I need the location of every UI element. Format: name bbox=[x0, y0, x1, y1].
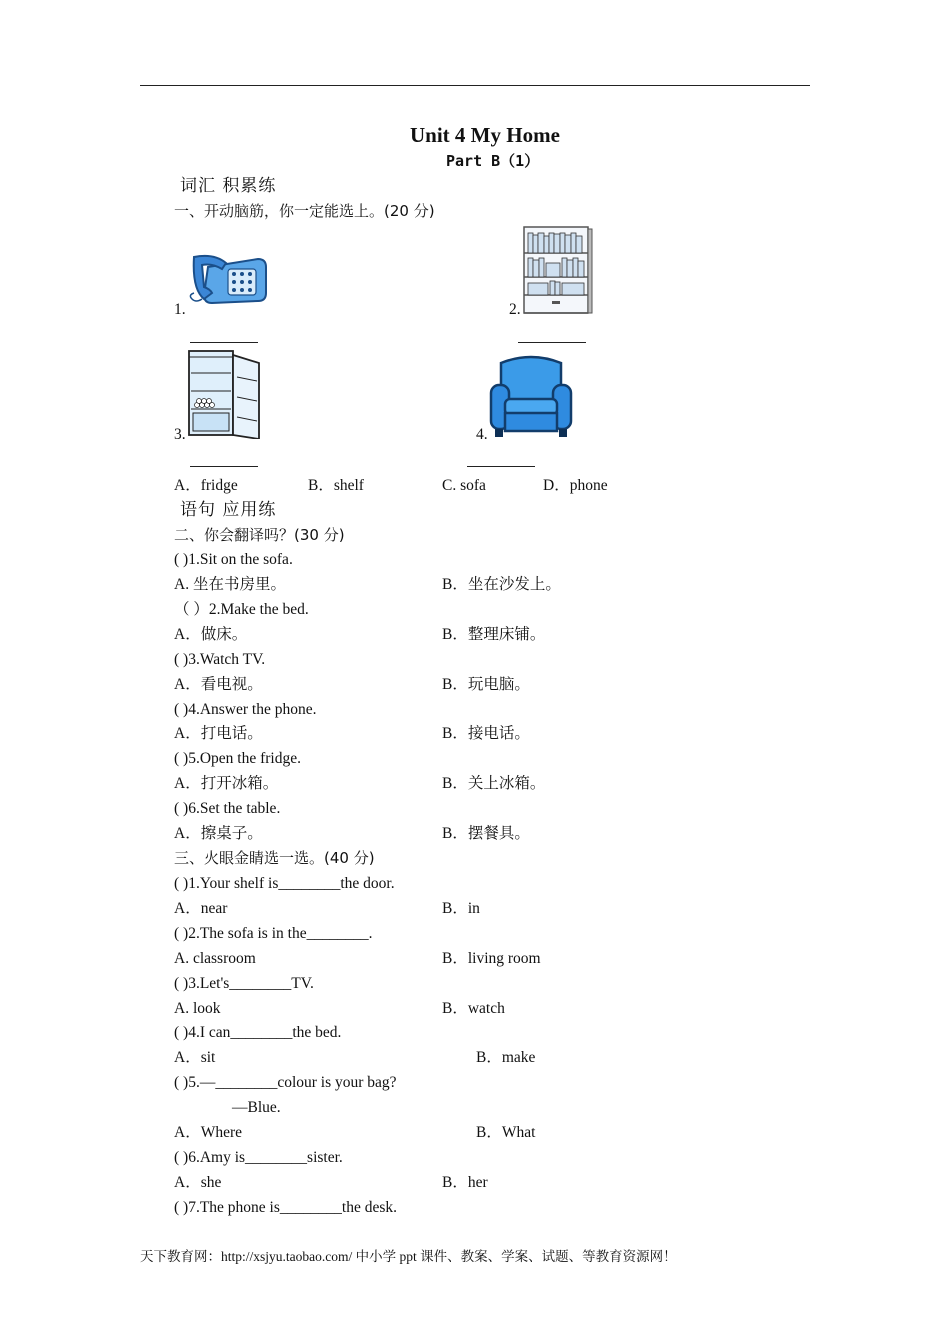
section-vocabulary: 词汇 积累练 bbox=[180, 176, 277, 196]
q3-item-4-question: ( )4.I can________the bed. bbox=[174, 1024, 342, 1041]
option-c: C. sofa bbox=[442, 477, 486, 494]
q3-item-2-question: ( )2.The sofa is in the________. bbox=[174, 925, 373, 942]
page-title: Unit 4 My Home bbox=[410, 123, 560, 147]
q2-item-4-option-a: A．打电话。 bbox=[174, 725, 263, 742]
q2-item-6-option-a: A．擦桌子。 bbox=[174, 825, 263, 842]
q3-item-1-option-b: B．in bbox=[442, 900, 480, 917]
q2-item-6-question: ( )6.Set the table. bbox=[174, 800, 281, 817]
q2-item-5-option-b: B．关上冰箱。 bbox=[442, 775, 546, 792]
q3-item-5-answer-line: —Blue. bbox=[232, 1099, 281, 1116]
q3-item-4-option-a: A．sit bbox=[174, 1049, 216, 1066]
q2-item-3-option-a: A．看电视。 bbox=[174, 676, 263, 693]
answer-blank-4[interactable] bbox=[467, 466, 535, 467]
q3-item-2-option-a: A. classroom bbox=[174, 950, 256, 967]
question-2-heading: 二、你会翻译吗？(30 分) bbox=[174, 526, 345, 544]
picture-1-number: 1. bbox=[174, 301, 186, 318]
answer-blank-2[interactable] bbox=[518, 342, 586, 343]
q2-item-1-question: ( )1.Sit on the sofa. bbox=[174, 551, 293, 568]
option-b: B．shelf bbox=[308, 477, 364, 494]
option-a: A．fridge bbox=[174, 477, 238, 494]
q3-item-3-option-b: B．watch bbox=[442, 1000, 505, 1017]
bookshelf-icon bbox=[522, 225, 594, 315]
q3-item-3-question: ( )3.Let's________TV. bbox=[174, 975, 314, 992]
q2-item-6-option-b: B．摆餐具。 bbox=[442, 825, 530, 842]
q2-item-1-option-a: A. 坐在书房里。 bbox=[174, 576, 286, 593]
q2-item-5-question: ( )5.Open the fridge. bbox=[174, 750, 301, 767]
section-sentences: 语句 应用练 bbox=[180, 500, 277, 520]
q3-item-6-option-b: B．her bbox=[442, 1174, 488, 1191]
telephone-icon bbox=[188, 253, 270, 305]
q3-item-5-question: ( )5.—________colour is your bag? bbox=[174, 1074, 397, 1091]
q3-item-6-option-a: A．she bbox=[174, 1174, 222, 1191]
q3-item-7-question: ( )7.The phone is________the desk. bbox=[174, 1199, 397, 1216]
q3-item-1-question: ( )1.Your shelf is________the door. bbox=[174, 875, 395, 892]
q2-item-2-option-b: B．整理床铺。 bbox=[442, 626, 546, 643]
q2-item-2-option-a: A．做床。 bbox=[174, 626, 248, 643]
q2-item-3-question: ( )3.Watch TV. bbox=[174, 651, 266, 668]
fridge-icon bbox=[187, 347, 263, 439]
answer-blank-3[interactable] bbox=[190, 466, 258, 467]
q2-item-2-question: （ ）2.Make the bed. bbox=[174, 601, 309, 618]
header-rule bbox=[140, 85, 810, 86]
q3-item-4-option-b: B．make bbox=[476, 1049, 536, 1066]
q2-item-1-option-b: B．坐在沙发上。 bbox=[442, 576, 561, 593]
q3-item-1-option-a: A．near bbox=[174, 900, 228, 917]
option-d: D．phone bbox=[543, 477, 608, 494]
answer-blank-1[interactable] bbox=[190, 342, 258, 343]
q3-item-2-option-b: B．living room bbox=[442, 950, 541, 967]
question-1-heading: 一、开动脑筋，你一定能选上。(20 分) bbox=[174, 202, 435, 220]
q2-item-4-option-b: B．接电话。 bbox=[442, 725, 530, 742]
q3-item-6-question: ( )6.Amy is________sister. bbox=[174, 1149, 343, 1166]
q2-item-5-option-a: A．打开冰箱。 bbox=[174, 775, 279, 792]
q3-item-5-option-b: B．What bbox=[476, 1124, 536, 1141]
picture-2-number: 2. bbox=[509, 301, 521, 318]
question-3-heading: 三、火眼金睛选一选。(40 分) bbox=[174, 849, 375, 867]
picture-3-number: 3. bbox=[174, 426, 186, 443]
q3-item-5-option-a: A．Where bbox=[174, 1124, 242, 1141]
q2-item-4-question: ( )4.Answer the phone. bbox=[174, 701, 317, 718]
q3-item-3-option-a: A. look bbox=[174, 1000, 221, 1017]
page-footer: 天下教育网：http://xsjyu.taobao.com/ 中小学 ppt 课件、教案、学案、试题、等教育资源网！ bbox=[140, 1249, 677, 1264]
picture-4-number: 4. bbox=[476, 426, 488, 443]
sofa-icon bbox=[487, 353, 575, 441]
q2-item-3-option-b: B．玩电脑。 bbox=[442, 676, 530, 693]
page-subtitle: Part B（1） bbox=[446, 152, 540, 170]
